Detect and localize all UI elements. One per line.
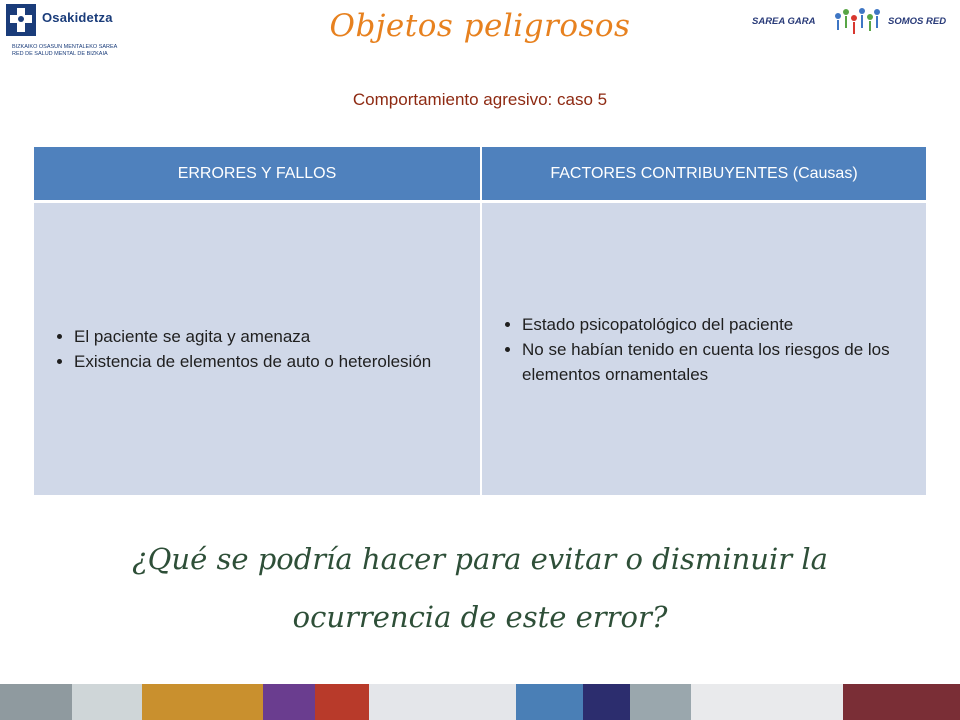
photo-tile <box>263 684 315 720</box>
table-header-factors: FACTORES CONTRIBUYENTES (Causas) <box>480 147 926 200</box>
question-line-1: ¿Qué se podría hacer para evitar o disminuir la <box>132 542 828 576</box>
logo-sub-line-1: BIZKAIKO OSASUN MENTALEKO SAREA <box>12 44 118 50</box>
list-item: • El paciente se agita y amenaza <box>74 324 431 349</box>
errors-cell <box>34 200 480 495</box>
logo-sub-line-2: RED DE SALUD MENTAL DE BIZKAIA <box>12 51 108 57</box>
somos-red-text: SOMOS RED <box>888 16 947 27</box>
photo-tile <box>142 684 264 720</box>
photo-tile <box>583 684 630 720</box>
table-header-errors: ERRORES Y FALLOS <box>34 147 480 200</box>
errors-list <box>46 324 431 374</box>
photo-tile <box>315 684 369 720</box>
list-item: • Existencia de elementos de auto o heterolesión <box>74 349 431 374</box>
logo-subtitle <box>12 44 117 58</box>
logo-name: Osakidetza <box>42 10 113 25</box>
photo-tile <box>72 684 142 720</box>
errors-factors-table <box>34 147 926 495</box>
photo-tile <box>516 684 583 720</box>
photo-tile <box>369 684 516 720</box>
factors-list <box>494 312 916 387</box>
factors-cell <box>480 200 926 495</box>
sarea-gara-text: SAREA GARA <box>752 16 816 27</box>
photo-tile <box>630 684 692 720</box>
question-line-2: ocurrencia de este error? <box>292 600 668 634</box>
photo-tile <box>843 684 960 720</box>
slide-title: Objetos peligrosos <box>329 8 631 44</box>
list-item: • No se habían tenido en cuenta los riesgos de los elementos ornamentales <box>522 337 916 387</box>
photo-tile <box>0 684 72 720</box>
slide-subtitle: Comportamiento agresivo: caso 5 <box>352 90 608 109</box>
photo-strip <box>0 684 960 720</box>
question-text <box>60 530 900 646</box>
photo-tile <box>691 684 843 720</box>
list-item: • Estado psicopatológico del paciente <box>522 312 916 337</box>
